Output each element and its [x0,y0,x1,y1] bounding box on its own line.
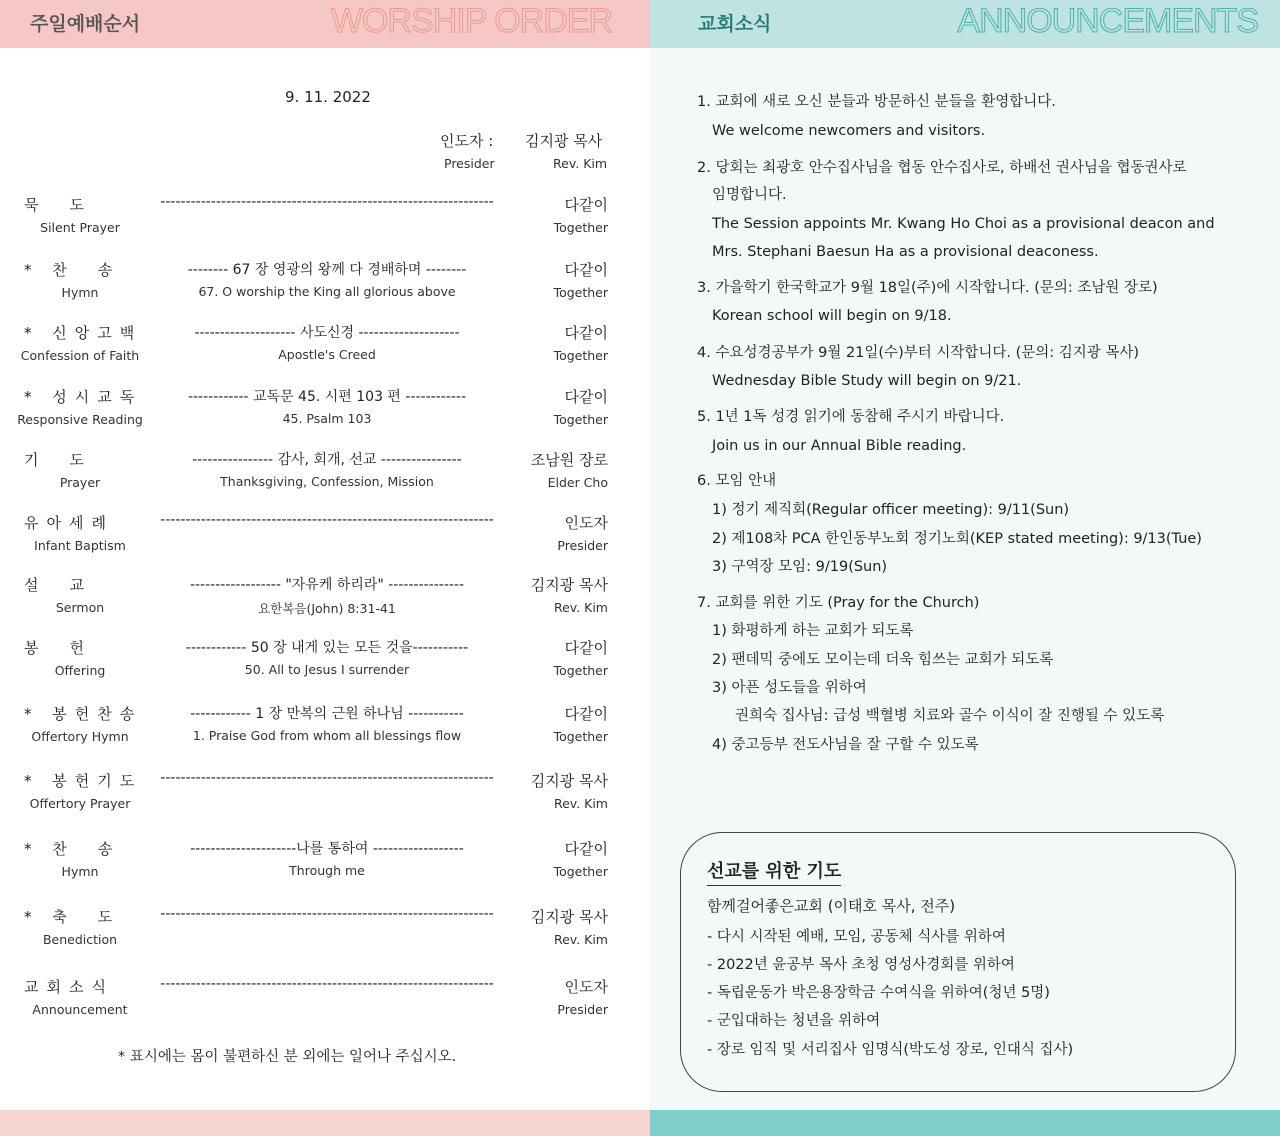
item-detail-en: Thanksgiving, Confession, Mission [220,474,434,489]
item-leader-en: Together [553,412,608,427]
item-title-ko: * 봉헌찬송 [24,705,143,723]
header-title-ko: 교회소식 [698,13,772,35]
worship-item [0,386,650,442]
mission-prayer-title: 선교를 위한 기도 [707,857,841,886]
item-leader-en: Together [553,663,608,678]
item-leader-ko: 김지광 목사 [530,576,608,594]
item-title-ko: 설 교 [24,576,92,594]
item-leader-en: Rev. Kim [553,796,608,811]
presider-name: 김지광 목사 [525,132,603,150]
item-detail-ko: ------------------------------------------------------------------ [160,770,494,786]
item-leader-en: Presider [557,538,608,553]
announcement-line: 4. 수요성경공부가 9월 21일(수)부터 시작합니다. (문의: 김지광 목사) [697,345,1140,361]
standing-note: * 표시에는 몸이 불편하신 분 외에는 일어나 주십시오. [118,1049,457,1065]
item-detail-en: 45. Psalm 103 [282,411,372,426]
item-title-en: Responsive Reading [17,412,143,427]
item-detail-en: 50. All to Jesus I surrender [244,662,410,677]
item-title-ko: * 성시교독 [24,388,143,406]
item-leader-ko: 다같이 [564,388,608,406]
presider-label-en: Presider [444,156,495,171]
header-title-ko: 주일예배순서 [30,13,141,35]
left-footer-band [0,1110,650,1136]
item-leader-ko: 조남원 장로 [530,451,608,469]
worship-item [0,703,650,759]
item-leader-ko: 다같이 [564,705,608,723]
item-title-en: Sermon [55,600,105,615]
announcement-line: Korean school will begin on 9/18. [712,308,952,324]
item-detail-ko: ------------------------------------------------------------------ [160,194,494,210]
item-detail-ko: ------------ 교독문 45. 시편 103 편 ------------ [187,389,467,405]
worship-item [0,770,650,826]
announcement-line: 4) 중고등부 전도사님을 잘 구할 수 있도록 [712,737,979,753]
announcement-line: Join us in our Annual Bible reading. [712,438,967,454]
item-title-ko: 봉 헌 [24,639,92,657]
item-detail-ko: ------------------------------------------------------------------ [160,906,494,922]
item-leader-en: Rev. Kim [553,600,608,615]
item-title-en: Silent Prayer [40,220,120,235]
presider-name-en: Rev. Kim [553,156,608,171]
item-title-en: Announcement [32,1002,128,1017]
announcement-line: 권희숙 집사님: 급성 백혈병 치료와 골수 이식이 잘 진행될 수 있도록 [735,708,1165,724]
item-leader-ko: 김지광 목사 [530,908,608,926]
item-detail-ko: -------- 67 장 영광의 왕께 다 경배하며 -------- [187,262,467,278]
item-detail-en: Through me [289,863,365,878]
worship-item [0,512,650,568]
announcement-line: 6. 모임 안내 [697,473,777,489]
item-title-en: Infant Baptism [34,538,126,553]
announcements-panel [650,0,1280,1136]
worship-item [0,194,650,250]
header-title-en: ANNOUNCEMENTS [957,2,1258,40]
service-date: 9. 11. 2022 [285,88,371,106]
mission-prayer-item: - 장로 임직 및 서리집사 임명식(박도성 장로, 인대식 집사) [707,1042,1074,1058]
item-detail-ko: ------------ 50 장 내게 있는 모든 것을----------- [185,640,469,656]
announcement-line: 1) 정기 제직회(Regular officer meeting): 9/11(Sun) [712,502,1070,518]
item-title-en: Hymn [61,864,99,879]
announcement-line: We welcome newcomers and visitors. [712,123,986,139]
item-detail-ko: ------------------ "자유케 하리라" --------------- [189,577,465,593]
item-detail-ko: ------------ 1 장 만복의 근원 하나님 ----------- [190,706,464,722]
mission-prayer-church: 함께걸어좋은교회 (이태호 목사, 전주) [707,897,956,915]
announcements-header [650,0,1280,48]
announcement-line: 3. 가을학기 한국학교가 9월 18일(주)에 시작합니다. (문의: 조남원 장로) [697,280,1158,296]
item-title-ko: 교회소식 [24,978,114,996]
item-leader-en: Together [553,220,608,235]
mission-prayer-item: - 2022년 윤공부 목사 초청 영성사경회를 위하여 [707,957,1015,973]
item-leader-ko: 다같이 [564,196,608,214]
announcement-line: The Session appoints Mr. Kwang Ho Choi as a provisional deacon and [712,216,1215,232]
announcement-line: 1. 교회에 새로 오신 분들과 방문하신 분들을 환영합니다. [697,94,1056,110]
item-title-ko: * 봉헌기도 [24,772,143,790]
worship-item [0,449,650,505]
announcement-line: 3) 구역장 모임: 9/19(Sun) [712,559,888,575]
mission-prayer-box [680,832,1236,1092]
item-title-en: Hymn [61,285,99,300]
item-title-ko: * 축 도 [24,908,121,926]
item-detail-ko: ------------------------------------------------------------------ [160,512,494,528]
announcement-line: 5. 1년 1독 성경 읽기에 동참해 주시기 바랍니다. [697,409,1005,425]
header-title-en: WORSHIP ORDER [330,2,612,40]
item-leader-ko: 인도자 [564,514,608,532]
item-title-en: Prayer [59,475,101,490]
announcement-line: 7. 교회를 위한 기도 (Pray for the Church) [697,595,980,611]
announcement-line: 2. 당회는 최광호 안수집사님을 협동 안수집사로, 하배선 권사님을 협동권사로 [697,160,1187,176]
item-detail-ko: ------------------------------------------------------------------ [160,976,494,992]
item-leader-ko: 다같이 [564,639,608,657]
item-detail-ko: ---------------------나를 통하여 ------------------ [190,841,464,857]
item-detail-en: 67. O worship the King all glorious above [198,284,456,299]
mission-prayer-item: - 군입대하는 청년을 위하여 [707,1013,881,1029]
presider-label: 인도자 : [440,132,494,150]
announcement-line: Mrs. Stephani Baesun Ha as a provisional deaconess. [712,244,1099,260]
item-leader-en: Together [553,348,608,363]
item-title-en: Offertory Hymn [31,729,129,744]
item-title-ko: 기 도 [24,451,92,469]
announcement-line: Wednesday Bible Study will begin on 9/21. [712,373,1022,389]
announcement-line: 2) 제108차 PCA 한인동부노회 정기노회(KEP stated meeting): 9/13(Tue) [712,531,1202,547]
worship-item [0,259,650,315]
announcement-line: 임명합니다. [712,187,787,203]
worship-item [0,637,650,693]
item-leader-ko: 인도자 [564,978,608,996]
item-leader-ko: 다같이 [564,324,608,342]
item-leader-en: Presider [557,1002,608,1017]
announcement-line: 2) 팬데믹 중에도 모이는데 더욱 힘쓰는 교회가 되도록 [712,652,1054,668]
item-detail-en: 요한복음(John) 8:31-41 [258,601,396,616]
item-title-en: Offering [54,663,106,678]
item-leader-en: Elder Cho [547,475,608,490]
right-footer-band [650,1110,1280,1136]
item-title-en: Offertory Prayer [29,796,131,811]
worship-item [0,574,650,630]
item-detail-ko: -------------------- 사도신경 -------------------- [194,325,460,341]
announcement-line: 1) 화평하게 하는 교회가 되도록 [712,623,914,639]
item-leader-en: Together [553,864,608,879]
item-title-en: Confession of Faith [20,348,140,363]
worship-item [0,322,650,378]
item-title-ko: * 찬 송 [24,261,121,279]
item-leader-ko: 김지광 목사 [530,772,608,790]
worship-item [0,976,650,1032]
item-detail-en: 1. Praise God from whom all blessings flow [192,728,462,743]
mission-prayer-item: - 독립운동가 박은용장학금 수여식을 위하여(청년 5명) [707,985,1050,1001]
item-title-ko: * 찬 송 [24,840,121,858]
mission-prayer-item: - 다시 시작된 예배, 모임, 공동체 식사를 위하여 [707,929,1006,945]
item-leader-en: Together [553,729,608,744]
item-title-en: Benediction [42,932,118,947]
worship-order-header [0,0,650,48]
item-title-ko: 묵 도 [24,196,92,214]
item-leader-ko: 다같이 [564,840,608,858]
item-leader-en: Together [553,285,608,300]
item-title-ko: * 신앙고백 [24,324,143,342]
announcement-line: 3) 아픈 성도들을 위하여 [712,680,867,696]
worship-item [0,838,650,894]
item-leader-ko: 다같이 [564,261,608,279]
item-title-ko: 유아세례 [24,514,114,532]
item-detail-en: Apostle's Creed [278,347,376,362]
item-detail-ko: ---------------- 감사, 회개, 선교 ---------------- [192,452,462,468]
worship-item [0,906,650,962]
item-leader-en: Rev. Kim [553,932,608,947]
